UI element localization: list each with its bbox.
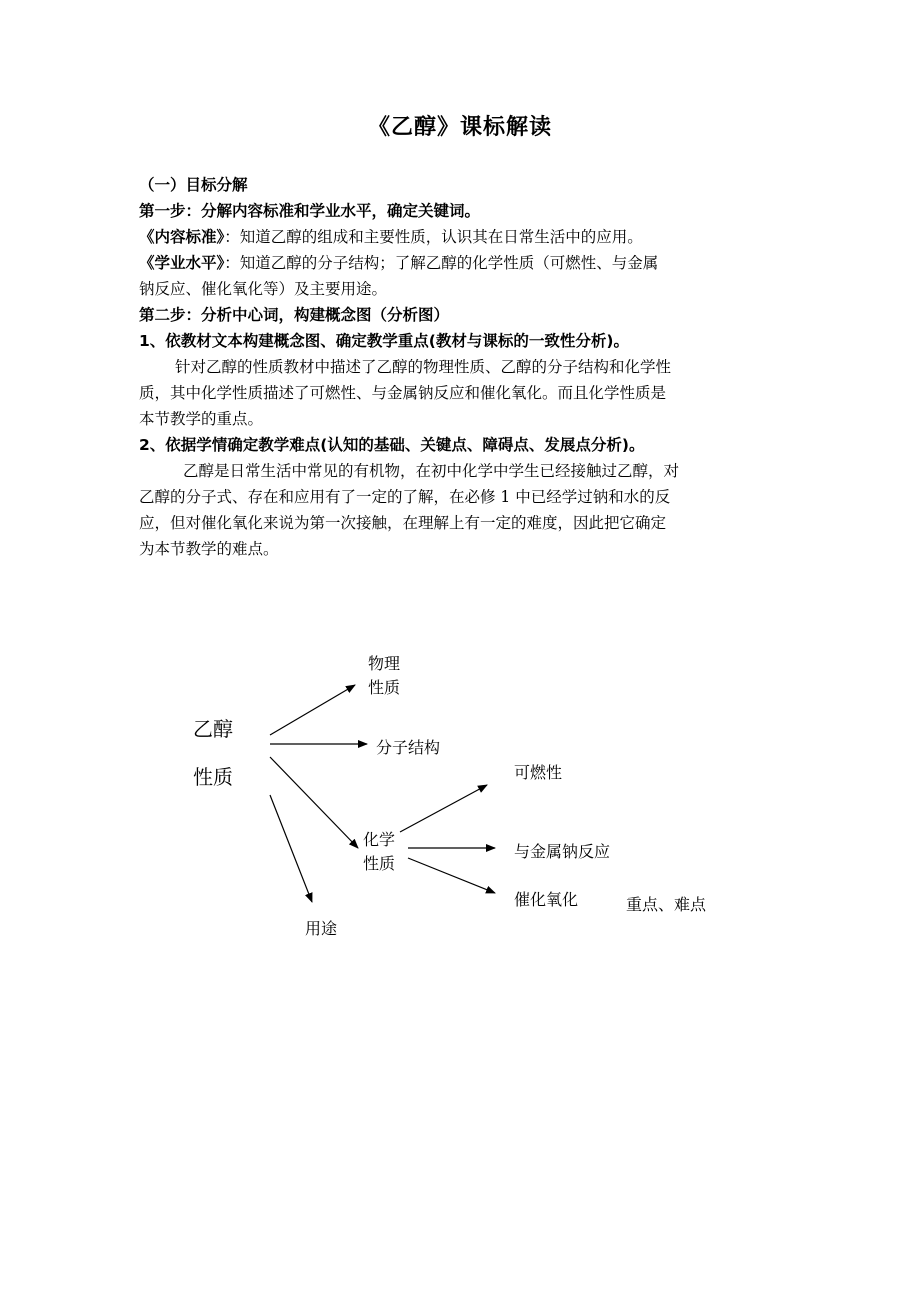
point-one-paragraph-line: 针对乙醇的性质教材中描述了乙醇的物理性质、乙醇的分子结构和化学性 (175, 358, 672, 376)
point-two-heading: 2、依据学情确定教学难点(认知的基础、关键点、障碍点、发展点分析)。 (139, 436, 645, 454)
arrow-to-catalytic-oxidation (408, 858, 495, 893)
point-two-paragraph-line: 乙醇的分子式、存在和应用有了一定的了解，在必修 1 中已经学过钠和水的反 (139, 488, 671, 506)
flammability-node: 可燃性 (514, 763, 563, 782)
step-two-heading: 第二步：分析中心词，构建概念图（分析图） (139, 306, 450, 324)
academic-level-line (139, 250, 779, 276)
document-body (139, 172, 779, 562)
step-one-heading: 第一步：分解内容标准和学业水平，确定关键词。 (139, 202, 481, 220)
content-standard-text: ：知道乙醇的组成和主要性质，认识其在日常生活中的应用。 (224, 228, 643, 246)
root-node-line2: 性质 (193, 765, 233, 789)
point-two-paragraph-line: 应，但对催化氧化来说为第一次接触，在理解上有一定的难度，因此把它确定 (139, 514, 667, 532)
section-heading: （一）目标分解 (139, 176, 248, 194)
root-node-line1: 乙醇 (193, 717, 233, 741)
physical-node-line2: 性质 (368, 678, 401, 697)
point-one-paragraph-line: 质，其中化学性质描述了可燃性、与金属钠反应和催化氧化。而且化学性质是 (139, 384, 667, 402)
key-difficult-note: 重点、难点 (626, 895, 707, 914)
uses-node: 用途 (305, 919, 338, 938)
page-title: 《乙醇》课标解读 (367, 115, 552, 140)
physical-node-line1: 物理 (368, 654, 401, 673)
catalytic-oxidation-node: 催化氧化 (514, 890, 579, 909)
academic-level-line-2: 钠反应、催化氧化等）及主要用途。 (139, 280, 388, 298)
point-two-paragraph-line: 乙醇是日常生活中常见的有机物，在初中化学中学生已经接触过乙醇，对 (183, 462, 680, 480)
arrow-to-flammability (400, 785, 487, 832)
chemical-node-line2: 性质 (363, 854, 396, 873)
molecular-structure-node: 分子结构 (376, 738, 441, 757)
sodium-reaction-node: 与金属钠反应 (514, 842, 611, 861)
arrow-to-uses (270, 795, 312, 902)
academic-level-text: ：知道乙醇的分子结构；了解乙醇的化学性质（可燃性、与金属 (224, 254, 659, 272)
arrow-to-chemical (270, 757, 358, 848)
point-two-paragraph-line: 为本节教学的难点。 (139, 540, 279, 558)
point-one-paragraph-line: 本节教学的重点。 (139, 410, 264, 428)
chemical-node-line1: 化学 (363, 830, 396, 849)
point-one-heading: 1、依教材文本构建概念图、确定教学重点(教材与课标的一致性分析)。 (139, 332, 629, 350)
arrow-to-physical (270, 685, 355, 735)
content-standard-line (139, 224, 779, 250)
content-standard-label: 《内容标准》 (139, 228, 225, 246)
academic-level-label: 《学业水平》 (139, 254, 225, 272)
